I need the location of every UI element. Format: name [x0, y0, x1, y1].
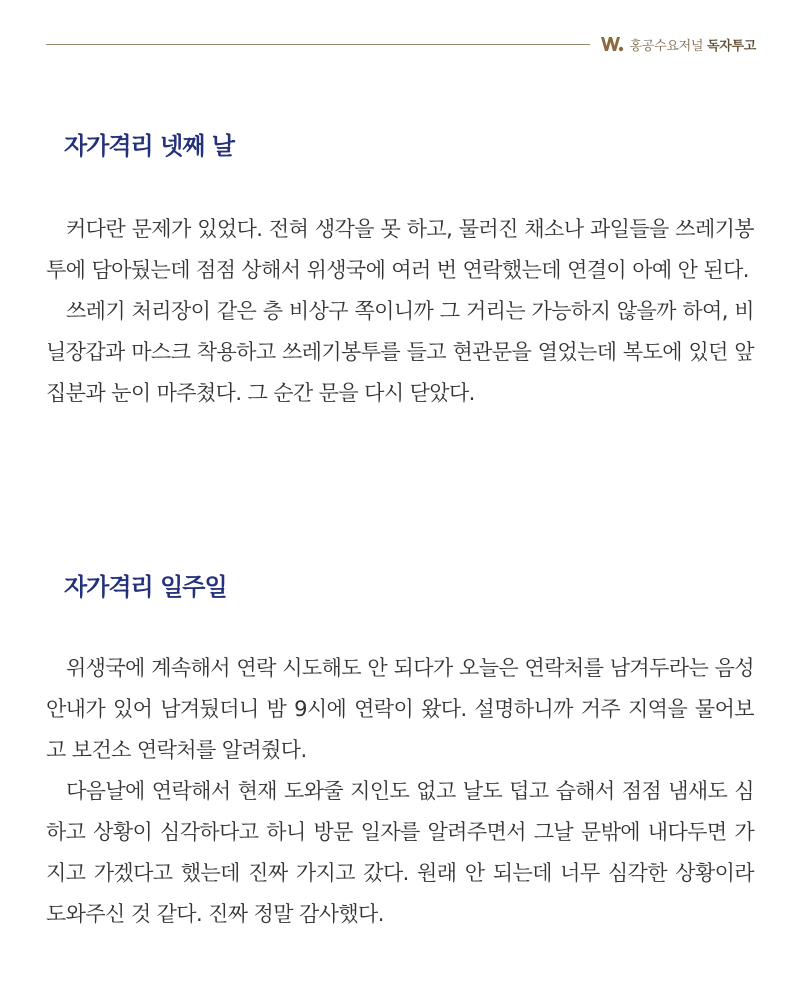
paragraph: 쓰레기 처리장이 같은 층 비상구 쪽이니까 그 거리는 가능하지 않을까 하여, 비닐장갑과 마스크 착용하고 쓰레기봉투를 들고 현관문을 열었는데 복도에 있던 앞집분과 눈이 마주쳤다. 그 순간 문을 다시 닫았다.: [46, 299, 754, 405]
section-body: [46, 648, 754, 935]
header-brand: [630, 35, 756, 54]
section-title: 자가격리 넷째 날: [64, 132, 234, 160]
section-title: 자가격리 일주일: [64, 573, 227, 601]
paragraph: 다음날에 연락해서 현재 도와줄 지인도 없고 날도 덥고 습해서 점점 냄새도 심하고 상황이 심각하다고 하니 방문 일자를 알려주면서 그날 문밖에 내다두면 가지고 가겠다고 했는데 진짜 가지고 갔다. 원래 안 되는데 너무 심각한 상황이라 도와주신 것 같다. 진짜 정말 감사했다.: [46, 779, 754, 926]
page-header: [46, 32, 756, 56]
section-body: [46, 209, 754, 414]
paragraph: 위생국에 계속해서 연락 시도해도 안 되다가 오늘은 연락처를 남겨두라는 음성안내가 있어 남겨뒀더니 밤 9시에 연락이 왔다. 설명하니까 거주 지역을 물어보고 보건소 연락처를 알려줬다.: [46, 656, 754, 762]
paragraph: 커다란 문제가 있었다. 전혀 생각을 못 하고, 물러진 채소나 과일들을 쓰레기봉투에 담아뒀는데 점점 상해서 위생국에 여러 번 연락했는데 연결이 아예 안 된다.: [46, 217, 754, 282]
brand-name: 홍공수요저널: [629, 38, 704, 54]
section-label: 독자투고: [706, 38, 756, 54]
journal-logo-icon: [600, 34, 624, 54]
header-rule: [46, 44, 590, 45]
